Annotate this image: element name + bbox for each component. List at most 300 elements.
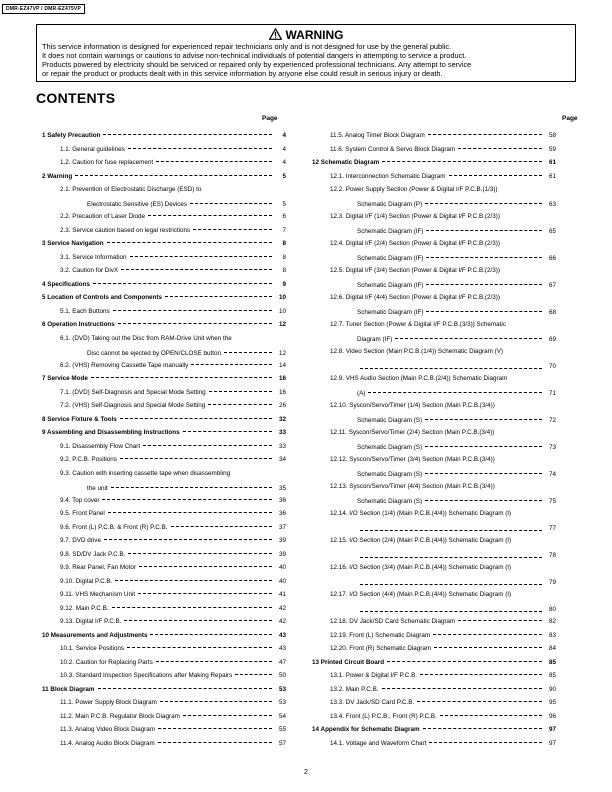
toc-subsection-entry[interactable]	[312, 456, 556, 483]
toc-section-entry[interactable]	[42, 686, 286, 700]
toc-subsection-entry[interactable]	[312, 645, 556, 659]
toc-subsection-entry[interactable]	[42, 213, 286, 227]
toc-dot-leader	[458, 148, 542, 149]
toc-subsection-entry[interactable]	[312, 537, 556, 564]
toc-page-number: 42	[278, 604, 286, 612]
page-column-label-right: Page	[562, 115, 578, 122]
toc-entry-title: 9 Assembling and Disassembling Instructions	[42, 429, 180, 436]
toc-section-entry[interactable]	[42, 294, 286, 308]
toc-entry-title: 9.8. SD/DV Jack P.C.B.	[60, 550, 126, 558]
toc-page-number: 72	[548, 417, 556, 425]
toc-entry-title: 13 Printed Circuit Board	[312, 658, 385, 666]
warning-line: Products powered by electricity should be serviced or repaired only by experienced professional technicians. Any attempt to service	[42, 60, 472, 69]
toc-subsection-entry[interactable]	[42, 672, 286, 686]
toc-page-number: 63	[548, 201, 556, 209]
toc-page-number: 4	[282, 145, 286, 153]
toc-entry-title-continued: Schematic Diagram (S)	[357, 444, 423, 452]
toc-entry-title: 12.10. Syscon/Servo/Timer (1/4) Section (Main P.C.B.(3/4))	[330, 402, 556, 410]
toc-entry-title: 2.2. Precaution of Laser Diode	[60, 213, 146, 220]
toc-page-number: 82	[548, 618, 556, 625]
toc-entry-title: 12.11. Syscon/Servo/Timer (2/4) Section (Main P.C.B.(3/4))	[330, 429, 556, 437]
toc-page-number: 69	[548, 336, 556, 344]
toc-entry-title: 3.2. Caution for DivX	[60, 267, 119, 274]
toc-subsection-entry[interactable]	[42, 308, 286, 322]
toc-entry-title: 11.5. Analog Timer Block Diagram	[330, 132, 425, 139]
toc-dot-leader	[160, 701, 272, 702]
toc-entry-title: 1.2. Caution for fuse replacement	[60, 159, 154, 166]
toc-page-number: 33	[278, 429, 286, 436]
toc-dot-leader	[425, 473, 542, 474]
toc-entry-title: 11.6. System Control & Servo Block Diagram	[330, 145, 456, 153]
toc-page-number: 37	[278, 523, 286, 531]
toc-subsection-entry[interactable]	[42, 699, 286, 713]
toc-dot-leader	[426, 284, 542, 285]
toc-dot-leader	[426, 311, 542, 312]
toc-subsection-entry[interactable]	[42, 186, 286, 213]
toc-subsection-entry[interactable]	[42, 740, 286, 754]
toc-entry-title: 8 Service Fixture & Tools	[42, 415, 117, 423]
toc-page-number: 47	[278, 658, 286, 666]
toc-dot-leader	[183, 431, 272, 432]
toc-entry-title: 7 Service Mode	[42, 375, 88, 382]
toc-dot-leader	[360, 584, 542, 585]
toc-page-number: 75	[548, 498, 556, 506]
toc-entry-title: 11 Block Diagram	[42, 685, 95, 693]
toc-page-number: 10	[278, 307, 286, 315]
toc-section-entry[interactable]	[312, 659, 556, 673]
toc-dot-leader	[124, 620, 272, 621]
toc-section-entry[interactable]	[42, 132, 286, 146]
toc-dot-leader	[360, 557, 542, 558]
toc-dot-leader	[449, 175, 542, 176]
toc-dot-leader	[417, 701, 542, 702]
toc-page-number: 8	[282, 240, 286, 247]
toc-page-number: 6	[282, 213, 286, 220]
toc-page-number: 85	[548, 672, 556, 679]
toc-page-number: 79	[548, 579, 556, 587]
toc-dot-leader	[107, 242, 272, 243]
toc-entry-title: 2 Warning	[42, 172, 73, 180]
toc-entry-title: 11.2. Main P.C.B. Regulator Block Diagram	[60, 712, 180, 720]
toc-entry-title: 12.1. Interconnection Schematic Diagram	[330, 172, 446, 180]
toc-page-number: 12	[278, 321, 286, 328]
toc-entry-title: 12.12. Syscon/Servo/Timer (3/4) Section (Main P.C.B.(3/4))	[330, 456, 556, 464]
toc-entry-title: 6 Operation Instructions	[42, 321, 115, 328]
toc-page-number: 95	[548, 699, 556, 706]
toc-dot-leader	[113, 310, 272, 311]
toc-subsection-entry[interactable]	[42, 618, 286, 632]
toc-dot-leader	[127, 647, 272, 648]
toc-dot-leader	[156, 661, 272, 662]
toc-subsection-entry[interactable]	[312, 213, 556, 240]
toc-dot-leader	[139, 566, 272, 567]
toc-subsection-entry[interactable]	[312, 564, 556, 591]
toc-subsection-entry[interactable]	[42, 578, 286, 592]
toc-dot-leader	[193, 229, 272, 230]
warning-line: This service information is designed for experienced repair technicians only and is not designed for use by the general public.	[42, 42, 452, 51]
toc-page-number: 57	[278, 739, 286, 747]
toc-subsection-entry[interactable]	[312, 294, 556, 321]
toc-subsection-entry[interactable]	[42, 564, 286, 578]
toc-subsection-entry[interactable]	[312, 186, 556, 213]
toc-subsection-entry[interactable]	[312, 402, 556, 429]
toc-subsection-entry[interactable]	[42, 726, 286, 740]
toc-page-number: 40	[278, 577, 286, 585]
toc-entry-title: 9.9. Rear Panel, Fan Motor	[60, 564, 136, 571]
toc-entry-title: 9.11. VHS Mechanism Unit	[60, 591, 136, 598]
toc-dot-leader	[368, 392, 542, 393]
toc-subsection-entry[interactable]	[42, 443, 286, 457]
toc-dot-leader	[156, 161, 272, 162]
toc-subsection-entry[interactable]	[312, 321, 556, 348]
toc-entry-title: 13.2. Main P.C.B.	[330, 685, 379, 693]
toc-entry-title: 14.1. Voltage and Waveform Chart	[330, 739, 427, 747]
toc-page-number: 7	[282, 226, 286, 234]
toc-dot-leader	[191, 364, 272, 365]
toc-entry-title: 9.7. DVD drive	[60, 537, 101, 544]
toc-dot-leader	[75, 175, 272, 176]
toc-page-number: 36	[278, 510, 286, 517]
toc-page-number: 43	[278, 631, 286, 639]
page-number: 2	[304, 769, 308, 776]
toc-subsection-entry[interactable]	[42, 551, 286, 565]
toc-subsection-entry[interactable]	[312, 132, 556, 146]
toc-section-entry[interactable]	[42, 375, 286, 389]
toc-page-number: 42	[278, 618, 286, 625]
toc-dot-leader	[425, 203, 542, 204]
toc-dot-leader	[423, 728, 542, 729]
toc-subsection-entry[interactable]	[42, 524, 286, 538]
toc-entry-title: 4 Specifications	[42, 280, 90, 288]
toc-dot-leader	[382, 161, 542, 162]
toc-subsection-entry[interactable]	[312, 740, 556, 754]
toc-entry-title: 12.16. I/O Section (3/4) (Main P.C.B.(4/4)) Schematic Diagram (I)	[330, 564, 556, 572]
toc-page-number: 58	[548, 132, 556, 139]
warning-triangle-icon	[269, 28, 282, 40]
toc-entry-title-continued: (A)	[357, 390, 366, 398]
toc-page-number: 39	[278, 537, 286, 544]
toc-dot-leader	[428, 134, 542, 135]
toc-entry-title-continued: Schematic Diagram (S)	[357, 498, 423, 506]
toc-page-number: 32	[278, 415, 286, 423]
toc-subsection-entry[interactable]	[42, 335, 286, 362]
toc-dot-leader	[190, 203, 272, 204]
toc-page-number: 85	[548, 658, 556, 666]
toc-page-number: 77	[548, 525, 556, 533]
toc-dot-leader	[91, 377, 272, 378]
toc-section-entry[interactable]	[42, 321, 286, 335]
toc-subsection-entry[interactable]	[42, 713, 286, 727]
toc-subsection-entry[interactable]	[42, 159, 286, 173]
toc-dot-leader	[98, 688, 273, 689]
toc-page-number: 35	[278, 484, 286, 492]
toc-subsection-entry[interactable]	[312, 267, 556, 294]
toc-entry-title: 12.18. DV Jack/SD Card Schematic Diagram	[330, 618, 456, 625]
toc-dot-leader	[121, 269, 272, 270]
toc-entry-title: 2.3. Service caution based on legal restrictions	[60, 226, 191, 234]
toc-entry-title: 10.2. Caution for Replacing Parts	[60, 658, 153, 666]
toc-subsection-entry[interactable]	[312, 618, 556, 632]
toc-page-number: 97	[548, 739, 556, 747]
toc-page-number: 9	[282, 280, 286, 288]
toc-entry-title: 2.1. Prevention of Electrostatic Discharge (ESD) to	[60, 186, 286, 194]
toc-entry-title: 13.4. Front (L) P.C.B., Front (R) P.C.B.	[330, 712, 437, 720]
toc-subsection-entry[interactable]	[312, 686, 556, 700]
toc-page-number: 5	[282, 201, 286, 209]
warning-title-text: WARNING	[285, 28, 344, 42]
toc-subsection-entry[interactable]	[42, 146, 286, 160]
warning-line: It does not contain warnings or cautions to advise non-technical individuals of potential dangers in attempting to service a product.	[42, 51, 467, 60]
toc-page-number: 71	[548, 390, 556, 398]
toc-page-number: 14	[278, 361, 286, 369]
toc-page-number: 68	[548, 309, 556, 317]
toc-entry-title: 9.5. Front Panel	[60, 510, 105, 517]
toc-page-number: 78	[548, 552, 556, 560]
toc-page-number: 4	[282, 132, 286, 139]
warning-text	[42, 42, 571, 78]
toc-page-number: 66	[548, 255, 556, 263]
toc-section-entry[interactable]	[42, 173, 286, 187]
toc-dot-leader	[112, 607, 272, 608]
toc-page-number: 40	[278, 564, 286, 571]
toc-entry-title: 11.1. Power Supply Block Diagram	[60, 699, 157, 706]
toc-page-number: 41	[278, 591, 286, 598]
toc-subsection-entry[interactable]	[312, 672, 556, 686]
toc-page-number: 97	[548, 726, 556, 733]
toc-page-number: 74	[548, 471, 556, 479]
toc-subsection-entry[interactable]	[312, 483, 556, 510]
toc-page-number: 33	[278, 442, 286, 450]
toc-page-number: 34	[278, 456, 286, 463]
toc-page-number: 67	[548, 282, 556, 290]
toc-page-number: 59	[548, 145, 556, 153]
toc-entry-title: 9.10. Digital P.C.B.	[60, 577, 113, 585]
toc-entry-title: 12.8. Video Section (Main P.C.B.(1/4)) Schematic Diagram (V)	[330, 348, 556, 356]
toc-dot-leader	[104, 539, 272, 540]
toc-subsection-entry[interactable]	[42, 605, 286, 619]
toc-entry-title: 12.2. Power Supply Section (Power & Digital I/F P.C.B.(1/3))	[330, 186, 556, 194]
toc-entry-title-continued: Electrostatic Sensitive (ES) Devices	[87, 201, 188, 209]
toc-entry-title-continued: Schematic Diagram (S)	[357, 417, 423, 425]
toc-entry-title: 5 Location of Controls and Components	[42, 294, 162, 301]
toc-subsection-entry[interactable]	[312, 173, 556, 187]
toc-subsection-entry[interactable]	[42, 537, 286, 551]
toc-entry-title: 12.13. Syscon/Servo/Timer (4/4) Section (Main P.C.B.(3/4))	[330, 483, 556, 491]
toc-section-entry[interactable]	[42, 281, 286, 295]
toc-page-number: 36	[278, 496, 286, 504]
toc-entry-title: 9.6. Front (L) P.C.B. & Front (R) P.C.B.	[60, 523, 168, 531]
toc-entry-title: 1.1. General guidelines	[60, 145, 125, 153]
toc-entry-title: 12.7. Tuner Section (Power & Digital I/F P.C.B.(3/3)) Schematic	[330, 321, 556, 329]
toc-page-number: 53	[278, 685, 286, 693]
toc-subsection-entry[interactable]	[42, 227, 286, 241]
toc-dot-leader	[429, 742, 542, 743]
toc-dot-leader	[433, 634, 542, 635]
toc-subsection-entry[interactable]	[312, 240, 556, 267]
toc-dot-leader	[128, 148, 272, 149]
toc-page-number: 4	[282, 159, 286, 166]
toc-dot-leader	[440, 715, 542, 716]
toc-dot-leader	[120, 458, 272, 459]
toc-entry-title: 12.17. I/O Section (4/4) (Main P.C.B.(4/4)) Schematic Diagram (I)	[330, 591, 556, 599]
toc-subsection-entry[interactable]	[312, 429, 556, 456]
warning-box	[36, 24, 576, 82]
toc-page-number: 61	[548, 172, 556, 180]
toc-subsection-entry[interactable]	[42, 456, 286, 470]
toc-page-number: 8	[282, 253, 286, 261]
toc-page-number: 16	[278, 388, 286, 396]
toc-dot-leader	[158, 742, 272, 743]
toc-entry-title-continued: Disc cannot be ejected by OPEN/CLOSE button	[87, 349, 222, 357]
toc-entry-title: 9.3. Caution with inserting cassette tape when disassembling	[60, 470, 286, 478]
toc-dot-leader	[387, 661, 542, 662]
toc-entry-title: 10.3. Standard Inspection Specifications after Making Repairs	[60, 672, 233, 679]
toc-entry-title-continued: Schematic Diagram (P)	[357, 201, 423, 209]
toc-dot-leader	[425, 500, 542, 501]
toc-dot-leader	[150, 634, 272, 635]
toc-dot-leader	[115, 580, 272, 581]
toc-dot-leader	[108, 512, 272, 513]
toc-entry-title: 7.2. (VHS) Self-Diagnosis and Special Mode Setting	[60, 402, 206, 409]
toc-entry-title: 9.12. Main P.C.B.	[60, 604, 109, 612]
toc-page-number: 55	[278, 726, 286, 733]
toc-dot-leader	[103, 134, 272, 135]
toc-section-entry[interactable]	[42, 240, 286, 254]
toc-entry-title-continued: the unit	[87, 484, 108, 492]
toc-entry-title: 12.19. Front (L) Schematic Diagram	[330, 631, 431, 639]
toc-page-number: 54	[278, 712, 286, 720]
toc-page-number: 90	[548, 685, 556, 693]
toc-subsection-entry[interactable]	[42, 362, 286, 376]
toc-entry-title: 12.6. Digital I/F (4/4) Section (Power & Digital I/F P.C.B.(2/3))	[330, 294, 556, 302]
toc-subsection-entry[interactable]	[312, 591, 556, 618]
toc-subsection-entry[interactable]	[42, 645, 286, 659]
toc-entry-title: 12.4. Digital I/F (2/4) Section (Power & Digital I/F P.C.B.(2/3))	[330, 240, 556, 248]
toc-dot-leader	[360, 368, 542, 369]
toc-subsection-entry[interactable]	[312, 713, 556, 727]
toc-subsection-entry[interactable]	[42, 389, 286, 403]
toc-subsection-entry[interactable]	[42, 510, 286, 524]
toc-dot-leader	[382, 688, 542, 689]
toc-entry-title: 9.4. Top cover	[60, 496, 100, 504]
toc-dot-leader	[224, 352, 272, 353]
toc-dot-leader	[235, 674, 272, 675]
toc-page-number: 26	[278, 402, 286, 409]
toc-dot-leader	[102, 499, 272, 500]
toc-page-number: 8	[282, 267, 286, 274]
toc-dot-leader	[208, 404, 272, 405]
toc-dot-leader	[420, 674, 542, 675]
model-tag: DMR-EZ47VP / DMR-EZ475VP	[2, 4, 85, 14]
toc-subsection-entry[interactable]	[42, 402, 286, 416]
toc-dot-leader	[130, 256, 273, 257]
toc-entry-title: 12 Schematic Diagram	[312, 159, 380, 166]
toc-entry-title: 6.2. (VHS) Removing Cassette Tape manually	[60, 361, 189, 369]
page-column-label-left: Page	[262, 115, 278, 122]
toc-subsection-entry[interactable]	[312, 699, 556, 713]
toc-dot-leader	[458, 620, 542, 621]
toc-section-entry[interactable]	[42, 416, 286, 430]
toc-dot-leader	[138, 593, 272, 594]
toc-dot-leader	[183, 715, 272, 716]
toc-left-column	[42, 132, 286, 753]
toc-entry-title: 3.1. Service Information	[60, 253, 127, 261]
toc-section-entry[interactable]	[42, 429, 286, 443]
toc-subsection-entry[interactable]	[42, 659, 286, 673]
toc-entry-title: 12.9. VHS Audio Section (Main P.C.B.(2/4)) Schematic Diagram	[330, 375, 556, 383]
toc-section-entry[interactable]	[312, 159, 556, 173]
toc-subsection-entry[interactable]	[42, 497, 286, 511]
toc-entry-title: 12.14. I/O Section (1/4) (Main P.C.B.(4/4)) Schematic Diagram (I)	[330, 510, 556, 518]
toc-entry-title: 13.1. Power & Digital I/F P.C.B.	[330, 672, 418, 679]
toc-subsection-entry[interactable]	[312, 375, 556, 402]
toc-dot-leader	[360, 530, 542, 531]
toc-page-number: 70	[548, 363, 556, 371]
toc-dot-leader	[158, 728, 272, 729]
toc-dot-leader	[434, 647, 542, 648]
toc-dot-leader	[118, 323, 272, 324]
toc-page-number: 96	[548, 712, 556, 720]
toc-entry-title-continued: Schematic Diagram (IF)	[357, 309, 424, 317]
toc-entry-title: 12.3. Digital I/F (1/4) Section (Power & Digital I/F P.C.B.(2/3))	[330, 213, 556, 221]
toc-page-number: 61	[548, 159, 556, 166]
toc-dot-leader	[171, 526, 272, 527]
toc-dot-leader	[111, 487, 272, 488]
contents-heading: CONTENTS	[36, 90, 116, 106]
toc-entry-title-continued: Schematic Diagram (S)	[357, 471, 423, 479]
toc-entry-title: 9.13. Digital I/F P.C.B.	[60, 618, 122, 625]
toc-subsection-entry[interactable]	[42, 470, 286, 497]
toc-section-entry[interactable]	[42, 632, 286, 646]
toc-page-number: 12	[278, 349, 286, 357]
toc-entry-title: 5.1. Each Buttons	[60, 307, 110, 315]
toc-dot-leader	[120, 418, 272, 419]
toc-subsection-entry[interactable]	[42, 591, 286, 605]
toc-subsection-entry[interactable]	[312, 348, 556, 375]
toc-dot-leader	[128, 553, 272, 554]
toc-entry-title: 10.1. Service Positions	[60, 645, 125, 652]
toc-subsection-entry[interactable]	[42, 254, 286, 268]
toc-dot-leader	[93, 283, 272, 284]
toc-page-number: 73	[548, 444, 556, 452]
toc-entry-title-continued: Schematic Diagram (IF)	[357, 282, 424, 290]
toc-subsection-entry[interactable]	[312, 510, 556, 537]
toc-section-entry[interactable]	[312, 726, 556, 740]
toc-page-number: 84	[548, 645, 556, 652]
toc-dot-leader	[165, 296, 272, 297]
toc-entry-title: 12.5. Digital I/F (3/4) Section (Power & Digital I/F P.C.B.(2/3))	[330, 267, 556, 275]
toc-dot-leader	[148, 215, 272, 216]
toc-dot-leader	[143, 445, 272, 446]
toc-entry-title: 11.3. Analog Video Block Diagram	[60, 726, 155, 733]
toc-right-column	[312, 132, 556, 753]
toc-entry-title: 14 Appendix for Schematic Diagram	[312, 726, 420, 733]
toc-entry-title-continued: Schematic Diagram (IF)	[357, 255, 424, 263]
toc-dot-leader	[209, 391, 272, 392]
warning-line: or repair the product or products dealt with in this service information by anyone else could result in serious injury or death.	[42, 69, 443, 78]
toc-subsection-entry[interactable]	[312, 146, 556, 160]
toc-page-number: 39	[278, 550, 286, 558]
toc-subsection-entry[interactable]	[312, 632, 556, 646]
toc-dot-leader	[426, 257, 542, 258]
toc-dot-leader	[395, 338, 542, 339]
toc-entry-title: 9.1. Disassembly Flow Chart	[60, 442, 141, 450]
toc-entry-title: 11.4. Analog Audio Block Diagram	[60, 739, 155, 747]
toc-entry-title: 9.2. P.C.B. Positions	[60, 456, 117, 463]
toc-entry-title-continued: Diagram (IF)	[357, 336, 393, 344]
toc-subsection-entry[interactable]	[42, 267, 286, 281]
toc-page-number: 50	[278, 672, 286, 679]
